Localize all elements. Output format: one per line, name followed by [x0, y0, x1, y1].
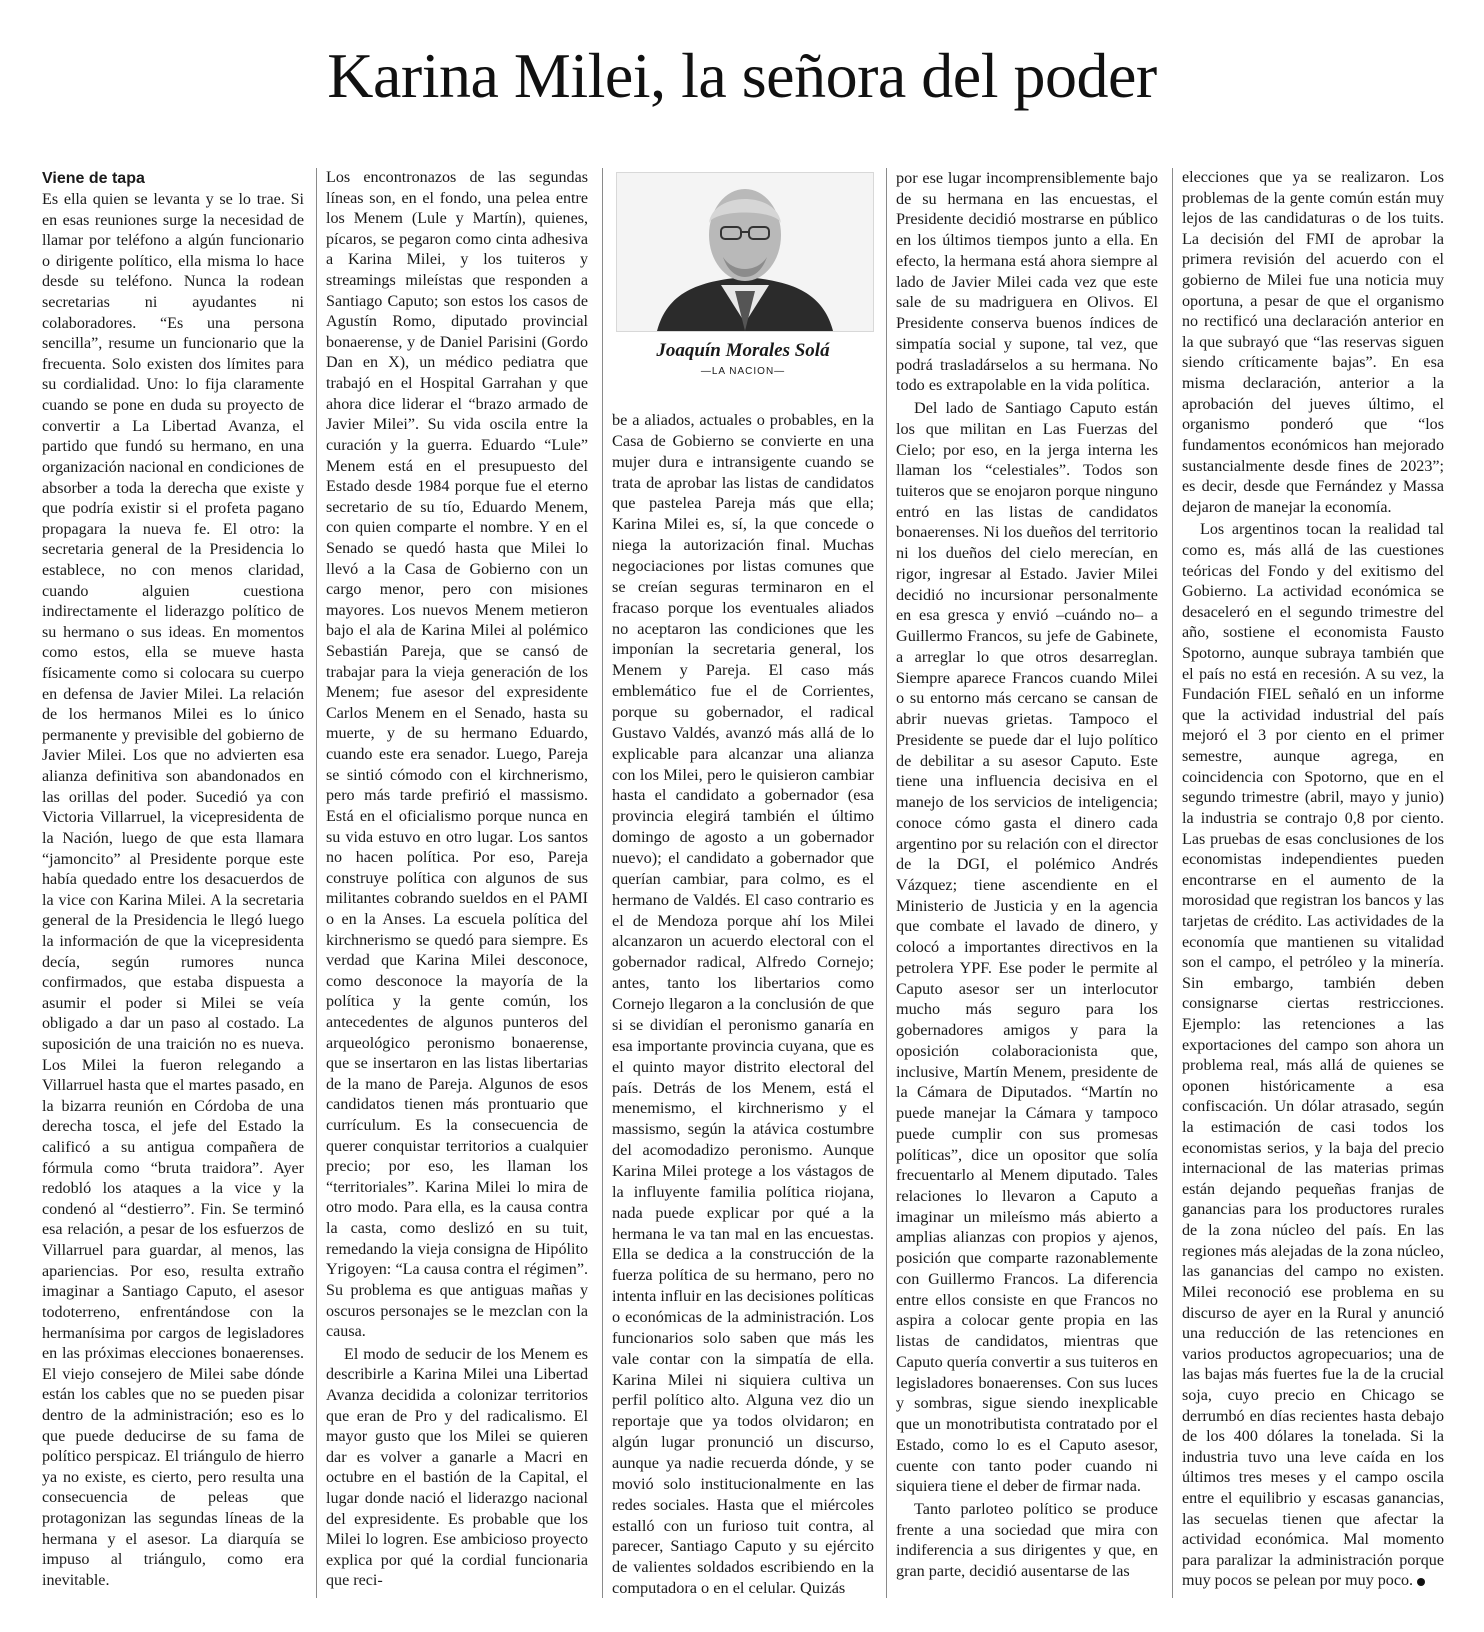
paragraph: por ese lugar incomprensiblemente bajo de su hermana en las encuestas, el Presidente decidió mostrarse en público en los últimos tiempos junto a ella. En efecto, la hermana está ahora siempre al lado de Javier Milei cada vez que este sale de su madriguera en Olivos. El Presidente conserva buenos índices de simpatía social y supone, tal vez, que podrá trasladárselos a su hermana. No todo es extrapolable en la vida política.: [896, 169, 1158, 395]
paragraph: Del lado de Santiago Caputo están los que militan en Las Fuerzas del Cielo; por eso, en la jerga interna les llaman los “celestiales”. Todos son tuiteros que se enojaron porque ninguno entró en las listas de candidatos bonaerenses. Ni los dueños del territorio ni los dueños del cielo merecían, en rigor, ingresar al Estado. Javier Milei decidió no incursionar personalmente en esa gresca y envió –cuándo no– a Guillermo Francos, su jefe de Gabinete, a arreglar lo que otros desarreglan. Siempre aparece Francos cuando Milei o su entorno más cercano se cansan de abrir nuevas grietas. Tampoco el Presidente se puede dar el lujo político de debilitar a su asesor Caputo. Este tiene una influencia decisiva en el manejo de los servicios de inteligencia; conoce cómo gasta el dinero cada argentino por su relación con el director de la DGI, el polémico Andrés Vázquez; tiene ascendiente en el Ministerio de Justicia y en la agencia que combate el lavado de dinero, y colocó a importantes directivos en la petrolera YPF. Ese poder le permite al Caputo asesor ser un interlocutor mucho más seguro para los gobernadores amigos y para la oposición colaboracionista que, inclusive, Martín Menem, presidente de la Cámara de Diputados. “Martín no puede manejar la Cámara y tampoco puede cumplir con sus promesas políticas”, dice un opositor que solía frecuentarlo al Menem diputado. Tales relaciones lo llevaron a Caputo a imaginar un mileísmo más abierto a amplias alianzas con propios y ajenos, posición que comparte razonablemente con Guillermo Francos. La diferencia entre ellos consiste en que Francos no aspira a colocar gente propia en las listas de candidatos, mientras que Caputo quería convertir a sus tuiteros en legisladores bonaerenses. Con sus luces y sombras, sigue siendo inexplicable que un monotributista contratado por el Estado, como lo es el Caputo asesor, cuente con tanto poder cuando ni siquiera tiene el deber de firmar nada.: [896, 399, 1158, 1496]
paragraph: El modo de seducir de los Menem es describirle a Karina Milei una Libertad Avanza decidida a colonizar territorios que eran de Pro y del radicalismo. El mayor gusto que los Milei se quieren dar es volver a ganarle a Macri en octubre en el bastión de la Capital, el lugar donde nació el liderazgo nacional del expresidente. Es probable que los Milei lo logren. Ese ambicioso proyecto explica por qué la cordial funcionaria que reci-: [326, 1345, 588, 1590]
author-portrait-icon: [617, 173, 873, 331]
paragraph: [1182, 520, 1444, 1592]
paragraph: elecciones que ya se realizaron. Los problemas de la gente común están muy lejos de las candidaturas o de los tuits. La decisión del FMI de aprobar la primera revisión del acuerdo con el gobierno de Milei fue una noticia muy oportuna, a pesar de que el organismo no rectificó una declaración anterior en la que subrayó que “las reservas siguen siendo críticamente bajas”. En esa misma declaración, anterior a la aprobación del jueves último, el organismo ponderó que “los fundamentos económicos han mejorado sustancialmente desde fines de 2023”; es decir, desde que Fernández y Massa dejaron de manejar la economía.: [1182, 169, 1444, 516]
column-rule: [316, 168, 317, 1598]
paragraph-text: Los argentinos tocan la realidad tal como es, más allá de las cuestiones teóricas del Fondo y del exitismo del Gobierno. La actividad económica se desaceleró en el segundo trimestre del año, sostiene el economista Fausto Spotorno, aunque subraya también que el país no está en recesión. A su vez, la Fundación FIEL señaló en un informe que la actividad industrial del país mejoró el 3 por ciento en el primer semestre, aunque agrega, en coincidencia con Spotorno, que en el segundo trimestre (abril, mayo y junio) la industria se contrajo 0,8 por ciento. Las pruebas de esas conclusiones de los economistas independientes pueden encontrarse en el aumento de la morosidad que registran los bancos y las tarjetas de crédito. Las actividades de la economía que mantienen su vitalidad son el campo, el petróleo y la minería. Sin embargo, también deben consignarse ciertas restricciones. Ejemplo: las retenciones a las exportaciones del campo son ahora un problema real, más allá de quienes se oponen históricamente a esa confiscación. Un dólar atrasado, según la estimación de casi todos los economistas serios, y la baja del precio internacional de las materias primas están dejando pequeñas franjas de ganancias para los productores rurales de la zona núcleo del país. En las regiones más alejadas de la zona núcleo, las ganancias del campo no existen. Milei reconoció ese problema en su discurso de ayer en la Rural y anunció una reducción de las retenciones en varios productos agropecuarios; una de las bajas más fuertes fue la de la crucial soja, cuyo precio en Chicago se derrumbó en días recientes hasta debajo de los 400 dólares la tonelada. Si la industria tuvo una leve caída en los últimos tres meses y el campo oscila entre el equilibrio y escasas ganancias, las secuelas tienen que afectar la actividad económica. Mal momento para paralizar la administración porque muy pocos se pelean por muy poco.: [1182, 521, 1444, 1590]
paragraph: Tanto parloteo político se produce frente a una sociedad que mira con indiferencia a sus dirigentes y que, en gran parte, decidió ausentarse de las: [896, 1500, 1158, 1581]
publication-name: —LA NACION—: [700, 366, 786, 377]
article-column-1: [42, 168, 304, 1598]
column-rule: [1172, 168, 1173, 1598]
article-column-4: [896, 168, 1158, 1598]
kicker: Viene de tapa: [42, 170, 145, 187]
byline: [612, 340, 874, 377]
author-name: Joaquín Morales Solá: [656, 340, 830, 361]
headline: Karina Milei, la señora del poder: [327, 40, 1157, 111]
paragraph: Los encontronazos de las segundas líneas son, en el fondo, una pelea entre los Menem (Lule y Martín), quienes, pícaros, se pegaron como cinta adhesiva a Karina Milei, y los tuiteros y streamings mileístas que responden a Santiago Caputo; son estos los casos de Agustín Romo, diputado provincial bonaerense, y de Daniel Parisini (Gordo Dan en X), un médico pediatra que trabajó en el Hospital Garrahan y que ahora dice liderar el “brazo armado de Javier Milei”. Su vida oscila entre la curación y la guerra. Eduardo “Lule” Menem está en el presupuesto del Estado desde 1984 porque fue el eterno secretario de su tío, Eduardo Menem, con quien comparte el nombre. Y en el Senado se quedó hasta que Milei lo llevó a la Casa de Gobierno con un cargo menor, pero con misiones mayores. Los nuevos Menem metieron bajo el ala de Karina Milei al polémico Sebastián Pareja, que se cansó de trabajar para la vieja generación de los Menem; fue asesor del expresidente Carlos Menem en el Senado, hasta su muerte, y de su hermano Eduardo, cuando este era senador. Luego, Pareja se sintió cómodo con el kirchnerismo, pero más tarde prefirió el massismo. Está en el oficialismo porque nunca en su vida estuvo en otro lugar. Los santos no hacen política. Por eso, Pareja construye política con algunos de sus militantes cobrando sueldos en el PAMI o en la Anses. La escuela política del kirchnerismo se quedó para siempre. Es verdad que Karina Milei desconoce, como desconoce la mayoría de la política y la gente común, los antecedentes de algunos punteros del arqueológico peronismo bonaerense, que se insertaron en las listas libertarias de la mano de Pareja. Algunos de esos candidatos tienen más prontuario que currículum. Es la consecuencia de querer conquistar territorios a cualquier precio; por eso, les llaman los “territoriales”. Karina Milei lo mira de otro modo. Para ella, es la causa contra la casta, como deslizó en su tuit, remedando la vieja consigna de Hipólito Yrigoyen: “La causa contra el régimen”. Su problema es que antiguas mañas y oscuros personajes se le mezclan con la causa.: [326, 169, 588, 1341]
paragraph: be a aliados, actuales o probables, en la Casa de Gobierno se convierte en una mujer dura e intransigente cuando se trata de aprobar las listas de candidatos que pastelea Pareja más que ella; Karina Milei es, sí, la que concede o niega la autorización final. Muchas negociaciones por listas comunes que se creían seguras terminaron en el fracaso porque los eventuales aliados no aceptaron las condiciones que les imponían la secretaria general, los Menem y Pareja. El caso más emblemático fue el de Corrientes, porque su gobernador, el radical Gustavo Valdés, avanzó más allá de lo explicable para alcanzar una alianza con los Milei, pero le quisieron cambiar hasta el candidato a gobernador (esa provincia elegirá también el último domingo de agosto a un gobernador nuevo); el candidato a gobernador que querían cambiar, para colmo, es el hermano de Valdés. El caso contrario es el de Mendoza porque ahí los Milei alcanzaron un acuerdo electoral con el gobernador radical, Alfredo Cornejo; antes, tanto los libertarios como Cornejo llegaron a la conclusión de que si se dividían el peronismo ganaría en esa importante provincia cuyana, que es el quinto mayor distrito electoral del país. Detrás de los Menem, está el menemismo, el kirchnerismo y el massismo, según la atávica costumbre del acomodadizo peronismo. Aunque Karina Milei protege a los vástagos de la influyente familia política riojana, nada puede explicar por qué a la hermana le va tan mal en las encuestas. Ella se dedica a la construcción de la fuerza política de su hermano, pero no intenta influir en las decisiones políticas o económicas de la administración. Los funcionarios solo saben que más les vale contar con la simpatía de ella. Karina Milei ni siquiera cultiva un perfil político alto. Alguna vez dio un reportaje que ya todos olvidaron; en algún lugar pronunció un discurso, aunque ya nadie recuerda dónde, y se movió solo institucionalmente en las redes sociales. Hasta que el miércoles estalló con un furioso tuit contra, al parecer, Santiago Caputo y su ejército de valientes soldados escribiendo en la computadora o en el celular. Quizás: [612, 410, 874, 1598]
author-photo: [616, 172, 874, 332]
article-column-5: [1182, 168, 1444, 1598]
paragraph: Es ella quien se levanta y se lo trae. Si en esas reuniones surge la necesidad de llamar por teléfono a algún funcionario o dirigente político, ella misma lo hace desde su teléfono. Nunca la rodean secretarias ni ayudantes ni colaboradores. “Es una persona sencilla”, resume un funcionario que la frecuenta. Solo existen dos límites para su cordialidad. Uno: lo fija claramente cuando se pone en duda su proyecto de convertir a La Libertad Avanza, el partido que fundó su hermano, en una organización nacional en condiciones de absorber a toda la derecha que existe y que podría existir si el profeta pagano propagara la nueva fe. El otro: la secretaria general de la Presidencia lo establece, no con menos claridad, cuando alguien cuestiona indirectamente el liderazgo político de su hermano o sus ideas. En momentos como estos, ella se mueve hasta físicamente como si colocara su cuerpo en defensa de Javier Milei. La relación de los hermanos Milei es lo único permanente y previsible del gobierno de Javier Milei. Los que no advierten esa alianza definitiva son abandonados en las orillas del poder. Sucedió ya con Victoria Villarruel, la vicepresidenta de la Nación, luego de que esta llamara “jamoncito” al Presidente porque este había quedado entre los desacuerdos de la vice con Karina Milei. A la secretaria general de la Presidencia le llegó luego la información de que la vicepresidenta decía, según rumores nunca confirmados, que estaba dispuesta a asumir el poder si Milei se veía obligado a dar un paso al costado. La suposición de una traición no es nueva. Los Milei la fueron relegando a Villarruel hasta que el martes pasado, en la bizarra reunión en Córdoba de una derecha tosca, el jefe del Estado la calificó a su antigua compañera de fórmula como “bruta traidora”. Ayer redobló los ataques a la vice y la condenó al “destierro”. Fin. Se terminó esa relación, a pesar de los esfuerzos de Villarruel para guardar, al menos, las apariencias. Por eso, resulta extraño imaginar a Santiago Caputo, el asesor todoterreno, enfrentándose con la hermanísima por cargos de legisladores en las próximas elecciones bonaerenses. El viejo consejero de Milei sabe dónde están los cables que no se pueden pisar dentro de la administración; eso es lo que puede deducirse de su fama de político perspicaz. El triángulo de hierro ya no existe, es cierto, pero resulta una consecuencia de peleas que protagonizan las segundas líneas de la hermana y el asesor. La diarquía se impuso al triángulo, como era inevitable.: [42, 191, 304, 1589]
article-column-2: [326, 168, 588, 1598]
column-rule: [602, 168, 603, 1598]
article-column-3: [612, 410, 874, 1598]
end-of-article-icon: [1417, 1578, 1425, 1586]
column-rule: [886, 168, 887, 1598]
